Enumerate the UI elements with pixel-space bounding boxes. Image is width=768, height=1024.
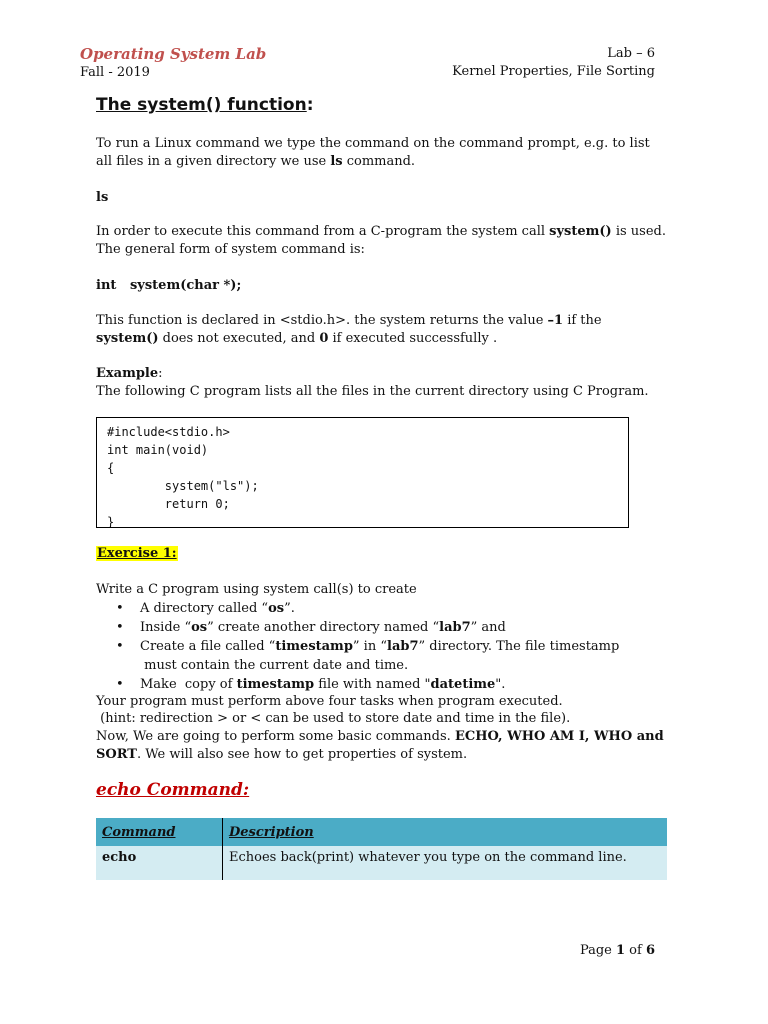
task-text: Inside “ xyxy=(140,620,192,635)
return-zero: 0 xyxy=(319,331,329,346)
page-number xyxy=(580,943,655,958)
task-text: ” and xyxy=(470,620,506,635)
cell-description: Echoes back(print) whatever you type on the command line. xyxy=(223,846,668,880)
para3-text-2: if the xyxy=(563,313,602,328)
exercise-label: Exercise 1: xyxy=(97,546,177,561)
exercise-lead: Write a C program using system call(s) to create xyxy=(96,582,417,597)
system-call-paragraph xyxy=(96,223,666,259)
para3-text-3: does not executed, and xyxy=(158,331,320,346)
page-current: 1 xyxy=(616,943,626,958)
commands-intro xyxy=(96,728,666,764)
section-title-colon: : xyxy=(306,95,314,115)
task-text: ” directory. The file timestamp xyxy=(418,639,620,654)
task-item xyxy=(140,637,670,675)
commands-intro-text: Now, We are going to perform some basic commands. xyxy=(96,729,455,744)
table-row xyxy=(96,846,667,880)
para2-text: In order to execute this command from a C-program the system call xyxy=(96,224,550,239)
task-bold: lab7 xyxy=(439,620,471,635)
task-text: must contain the current date and time. xyxy=(140,658,409,673)
para3-text-4: if executed successfully . xyxy=(328,331,498,346)
code-line: system("ls"); xyxy=(107,479,259,493)
task-text: Make copy of xyxy=(140,677,237,692)
function-signature: int system(char *); xyxy=(96,278,242,293)
lab-number: Lab – 6 xyxy=(607,46,655,61)
task-text: ” in “ xyxy=(352,639,387,654)
para2-bold: system() xyxy=(549,224,612,239)
code-line: return 0; xyxy=(107,497,230,511)
task-text: ”. xyxy=(284,601,295,616)
example-colon: : xyxy=(158,366,163,381)
intro-text: To run a Linux command we type the command on the command prompt, e.g. to list all files in a given directory we use xyxy=(96,136,650,169)
intro-paragraph xyxy=(96,135,666,171)
task-item xyxy=(140,599,670,618)
section-title xyxy=(96,95,314,115)
cell-command: echo xyxy=(96,846,223,880)
lab-topic: Kernel Properties, File Sorting xyxy=(452,64,655,79)
para2-text-end: is used. The general form of system command is: xyxy=(96,224,666,257)
example-label: Example xyxy=(96,366,159,381)
column-header-description: Description xyxy=(223,818,668,846)
course-title: Operating System Lab xyxy=(80,45,267,63)
task-bold: lab7 xyxy=(387,639,419,654)
task-item xyxy=(140,675,670,694)
task-text: A directory called “ xyxy=(140,601,269,616)
table-header-row xyxy=(96,818,667,846)
intro-cmd: ls xyxy=(330,154,343,169)
page-of: of xyxy=(625,943,646,958)
code-block xyxy=(96,417,629,528)
example-description: The following C program lists all the files in the current directory using C Program. xyxy=(96,384,649,399)
para3-bold: system() xyxy=(96,331,159,346)
task-text: Create a file called “ xyxy=(140,639,276,654)
section-title-text: The system() function xyxy=(96,95,307,115)
exercise-note: Your program must perform above four tasks when program executed. xyxy=(96,694,563,709)
commands-list: ECHO, WHO AM I, WHO and SORT xyxy=(96,729,664,762)
task-item xyxy=(140,618,670,637)
task-text: ” create another directory named “ xyxy=(207,620,440,635)
return-value-paragraph xyxy=(96,312,666,348)
return-minus-one: –1 xyxy=(547,313,564,328)
task-text: file with named " xyxy=(314,677,431,692)
code-line: int main(void) xyxy=(107,443,209,457)
echo-heading: echo Command: xyxy=(96,780,250,800)
task-text: ". xyxy=(495,677,506,692)
page-total: 6 xyxy=(645,943,655,958)
task-bold: os xyxy=(268,601,285,616)
page-prefix: Page xyxy=(579,943,616,958)
example-heading xyxy=(96,365,666,383)
exercise-task-list xyxy=(96,599,670,694)
para3-text: This function is declared in <stdio.h>. the system returns the value xyxy=(96,313,548,328)
ls-command: ls xyxy=(96,190,109,205)
intro-text-end: command. xyxy=(342,154,416,169)
code-line: { xyxy=(107,461,115,475)
code-line: } xyxy=(107,515,115,528)
task-bold: datetime xyxy=(430,677,496,692)
commands-intro-end: . We will also see how to get properties of system. xyxy=(136,747,468,762)
term-label: Fall - 2019 xyxy=(80,65,150,80)
task-bold: os xyxy=(191,620,208,635)
task-bold: timestamp xyxy=(236,677,315,692)
task-bold: timestamp xyxy=(275,639,353,654)
exercise-hint: (hint: redirection > or < can be used to store date and time in the file). xyxy=(96,711,571,726)
column-header-command: Command xyxy=(96,818,223,846)
code-line: #include<stdio.h> xyxy=(107,425,230,439)
command-table xyxy=(96,818,667,880)
